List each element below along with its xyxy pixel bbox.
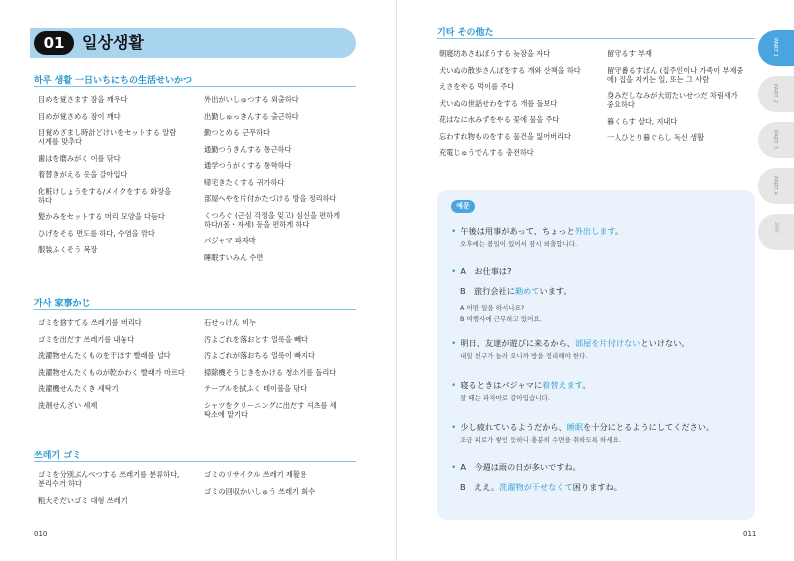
example-text: といけない。 <box>640 338 690 348</box>
vocab-item: 洗剤せんざい 세제 <box>38 400 98 410</box>
tab-part-1[interactable] <box>758 30 794 66</box>
example-sentence <box>451 422 751 445</box>
chapter-header <box>30 28 356 58</box>
vocab-item: 掃除機そうじきをかける 청소기를 돌리다 <box>204 367 337 377</box>
example-translation: 오후에는 볼일이 있어서 잠시 외출합니다. <box>460 240 578 248</box>
example-text: お仕事は? <box>474 266 512 276</box>
vocab-item: 洗濯機せんたくき 세탁기 <box>38 384 119 393</box>
tab-label: PART 4 <box>772 176 778 196</box>
vocab-item: 着替きがえる 옷을 갈아입다 <box>38 170 128 179</box>
vocab-item: 洗濯物せんたくものが乾かわく 빨래가 마르다 <box>38 367 185 377</box>
example-text: 寝るときはパジャマに <box>460 380 543 390</box>
example-translation: A 어떤 일을 하시나요? <box>460 304 525 312</box>
vocab-item: 睡眠すいみん 수면 <box>204 252 264 262</box>
vocab-item: 暮くらす 살다, 지내다 <box>607 116 678 126</box>
vocab-item: 洗濯物せんたくものを干ほす 빨래를 널다 <box>38 351 171 360</box>
vocab-item: テーブルを拭ふく 테이블을 닦다 <box>204 384 308 393</box>
example-text: 少し疲れているようだから、 <box>460 422 567 432</box>
tab-label: 부록 <box>773 222 779 234</box>
example-text: 明日、友達が遊びに来るから、 <box>460 338 575 348</box>
vocab-item: 目めが覚さめる 잠이 깨다 <box>38 111 121 121</box>
page-number: 010 <box>34 530 48 538</box>
example-box <box>437 190 755 520</box>
speaker-label: A <box>460 462 466 472</box>
example-text: 午後は用事があって、ちょっと <box>460 226 575 236</box>
example-sentence <box>451 266 751 278</box>
vocab-item: 目覚めざまし時計どけいをセットする 알람 시계를 맞추다 <box>38 128 177 146</box>
vocab-item: 留守るす 부재 <box>607 49 652 58</box>
vocab-item: 通学つうがくする 통학하다 <box>204 161 292 170</box>
tab-label: PART 1 <box>772 38 778 58</box>
example-text: 。 <box>615 226 624 236</box>
section-title-housework: 가사 家事かじ <box>34 299 91 309</box>
vocab-item: 歯はを磨みがく 이를 닦다 <box>38 153 121 163</box>
section-title-garbage: 쓰레기 ゴミ <box>34 451 82 461</box>
vocab-column <box>439 49 603 165</box>
vocab-item: ゴミを分別ぶんべつする 쓰레기를 분류하다, 분리수거 하다 <box>38 470 180 488</box>
example-text: います。 <box>539 286 572 296</box>
vocab-item: ゴミの回収かいしゅう 쓰레기 회수 <box>204 486 316 496</box>
example-sentence <box>451 286 751 297</box>
example-sentence <box>451 482 751 493</box>
vocab-item: 髪かみをセットする 머리 모양을 다듬다 <box>38 212 165 221</box>
vocab-item: 汚よごれが落おちる 얼룩이 빠지다 <box>204 351 315 360</box>
example-highlight: 洗濯物が干せなくて <box>499 482 573 492</box>
vocab-item: 忘わすれ物ものをする 물건을 잃어버리다 <box>439 131 571 141</box>
vocab-column <box>38 95 198 262</box>
bullet-icon: • <box>451 381 457 391</box>
tab-part-2[interactable] <box>758 76 794 112</box>
vocab-column <box>204 95 360 269</box>
bullet-icon: • <box>451 339 457 349</box>
tab-part-4[interactable] <box>758 168 794 204</box>
vocab-column <box>204 318 360 426</box>
vocab-item: 通勤つうきんする 통근하다 <box>204 144 292 154</box>
example-translation: B 여행사에 근무하고 있어요. <box>460 315 542 323</box>
example-badge: 예문 <box>451 200 475 213</box>
section-rule <box>34 309 356 310</box>
vocab-item: 勤つとめる 근무하다 <box>204 128 270 137</box>
example-text: を十分にとるようにしてください。 <box>583 422 715 432</box>
vocab-item: 部屋へやを片付かたづける 방을 정리하다 <box>204 194 337 203</box>
vocab-item: ゴミを出だす 쓰레기를 내놓다 <box>38 334 135 344</box>
vocab-item: 身みだしなみが大切たいせつだ 차림새가 중요하다 <box>607 91 738 109</box>
section-rule <box>34 86 356 87</box>
vocab-item: 帰宅きたくする 귀가하다 <box>204 177 285 187</box>
example-translation: 잘 때는 파자마로 갈아입습니다. <box>460 394 550 402</box>
vocab-item: 粗大そだいゴミ 대형 쓰레기 <box>38 495 128 505</box>
bullet-icon: • <box>451 227 457 237</box>
vocab-column <box>204 470 360 503</box>
example-translation: 내일 친구가 놀러 오니까 방을 정리해야 한다. <box>460 352 588 360</box>
vocab-item: ひげをそる 면도를 하다, 수염을 깎다 <box>38 228 155 238</box>
example-text: 困りますね。 <box>572 482 622 492</box>
bullet-icon: • <box>451 463 457 473</box>
tab-part-5[interactable] <box>758 214 794 250</box>
vocab-item: シャツをクリーニングに出だす 셔츠를 세 탁소에 맡기다 <box>204 400 337 419</box>
section-rule <box>34 461 356 462</box>
example-sentence <box>451 462 751 474</box>
vocab-item: 犬いぬの散歩さんぽをする 개와 산책을 하다 <box>439 65 581 75</box>
example-text: 。 <box>582 380 591 390</box>
vocab-item: くつろぐ (근심 걱정을 잊고) 심신을 편하게 하다/(몸・자세) 등을 편하게 하다 <box>204 210 341 229</box>
example-highlight: 勤めて <box>514 286 540 296</box>
section-rule <box>437 38 755 39</box>
speaker-label: A <box>460 266 466 276</box>
vocab-item: パジャマ 파자마 <box>204 236 256 245</box>
vocab-item: ゴミのリサイクル 쓰레기 재활용 <box>204 470 307 479</box>
speaker-label: B <box>460 286 466 296</box>
vocab-item: 朝寝坊あさねぼうする 늦잠을 자다 <box>439 49 551 58</box>
tab-part-3[interactable] <box>758 122 794 158</box>
vocab-column <box>607 49 757 150</box>
vocab-item: 充電じゅうでんする 충전하다 <box>439 148 534 157</box>
example-text: ええ。 <box>474 482 500 492</box>
vocab-item: 花はなに水みずをやる 꽃에 물을 주다 <box>439 115 560 124</box>
example-highlight: 部屋を片付けない <box>574 338 641 348</box>
example-highlight: 睡眠 <box>566 422 584 432</box>
vocab-item: 外出がいしゅつする 외출하다 <box>204 95 299 104</box>
vocab-item: 汚よごれを落おとす 얼룩을 빼다 <box>204 334 308 344</box>
vocab-item: 目めを覚さます 잠을 깨우다 <box>38 95 128 104</box>
example-text: 旅行会社に <box>474 286 515 296</box>
vocab-item: 一人ひとり暮ぐらし 독신 생활 <box>607 133 705 142</box>
example-translation: 조금 피로가 쌓인 듯하니 충분히 수면을 취하도록 하세요. <box>460 436 621 444</box>
vocab-item: 化粧けしょうをする/メイクをする 화장을 하다 <box>38 186 172 205</box>
chapter-title: 일상생활 <box>82 33 144 52</box>
vocab-item: 留守番るすばん (집주인이나 가족이 부재중 에) 집을 지키는 일, 또는 그 사람 <box>607 65 744 84</box>
vocab-column <box>38 318 198 417</box>
bullet-icon: • <box>451 267 457 277</box>
chapter-number: 01 <box>34 31 74 55</box>
section-title-daily: 하루 생활 一日いちにちの生活せいかつ <box>34 76 193 86</box>
section-title-other: 기타 その他た <box>437 28 494 38</box>
vocab-item: 服装ふくそう 복장 <box>38 245 98 254</box>
dialogue-translation <box>451 302 751 324</box>
vocab-item: ゴミを捨すてる 쓰레기를 버리다 <box>38 318 142 327</box>
example-sentence <box>451 226 751 249</box>
vocab-item: 犬いぬの世話せわをする 개를 돌보다 <box>439 98 558 108</box>
right-page <box>397 0 794 561</box>
vocab-item: えさをやる 먹이를 주다 <box>439 82 515 91</box>
vocab-item: 石せっけん 비누 <box>204 318 256 327</box>
example-text: 今週は雨の日が多いですね。 <box>474 462 581 472</box>
speaker-label: B <box>460 482 466 492</box>
example-sentence <box>451 380 751 403</box>
example-highlight: 着替えます <box>542 380 583 390</box>
page-number: 011 <box>743 530 757 538</box>
vocab-column <box>38 470 198 512</box>
example-highlight: 外出します <box>574 226 615 236</box>
tab-label: PART 3 <box>772 130 778 150</box>
example-sentence <box>451 338 751 361</box>
bullet-icon: • <box>451 423 457 433</box>
tab-label: PART 2 <box>772 84 778 104</box>
vocab-item: 出勤しゅっきんする 출근하다 <box>204 111 299 121</box>
